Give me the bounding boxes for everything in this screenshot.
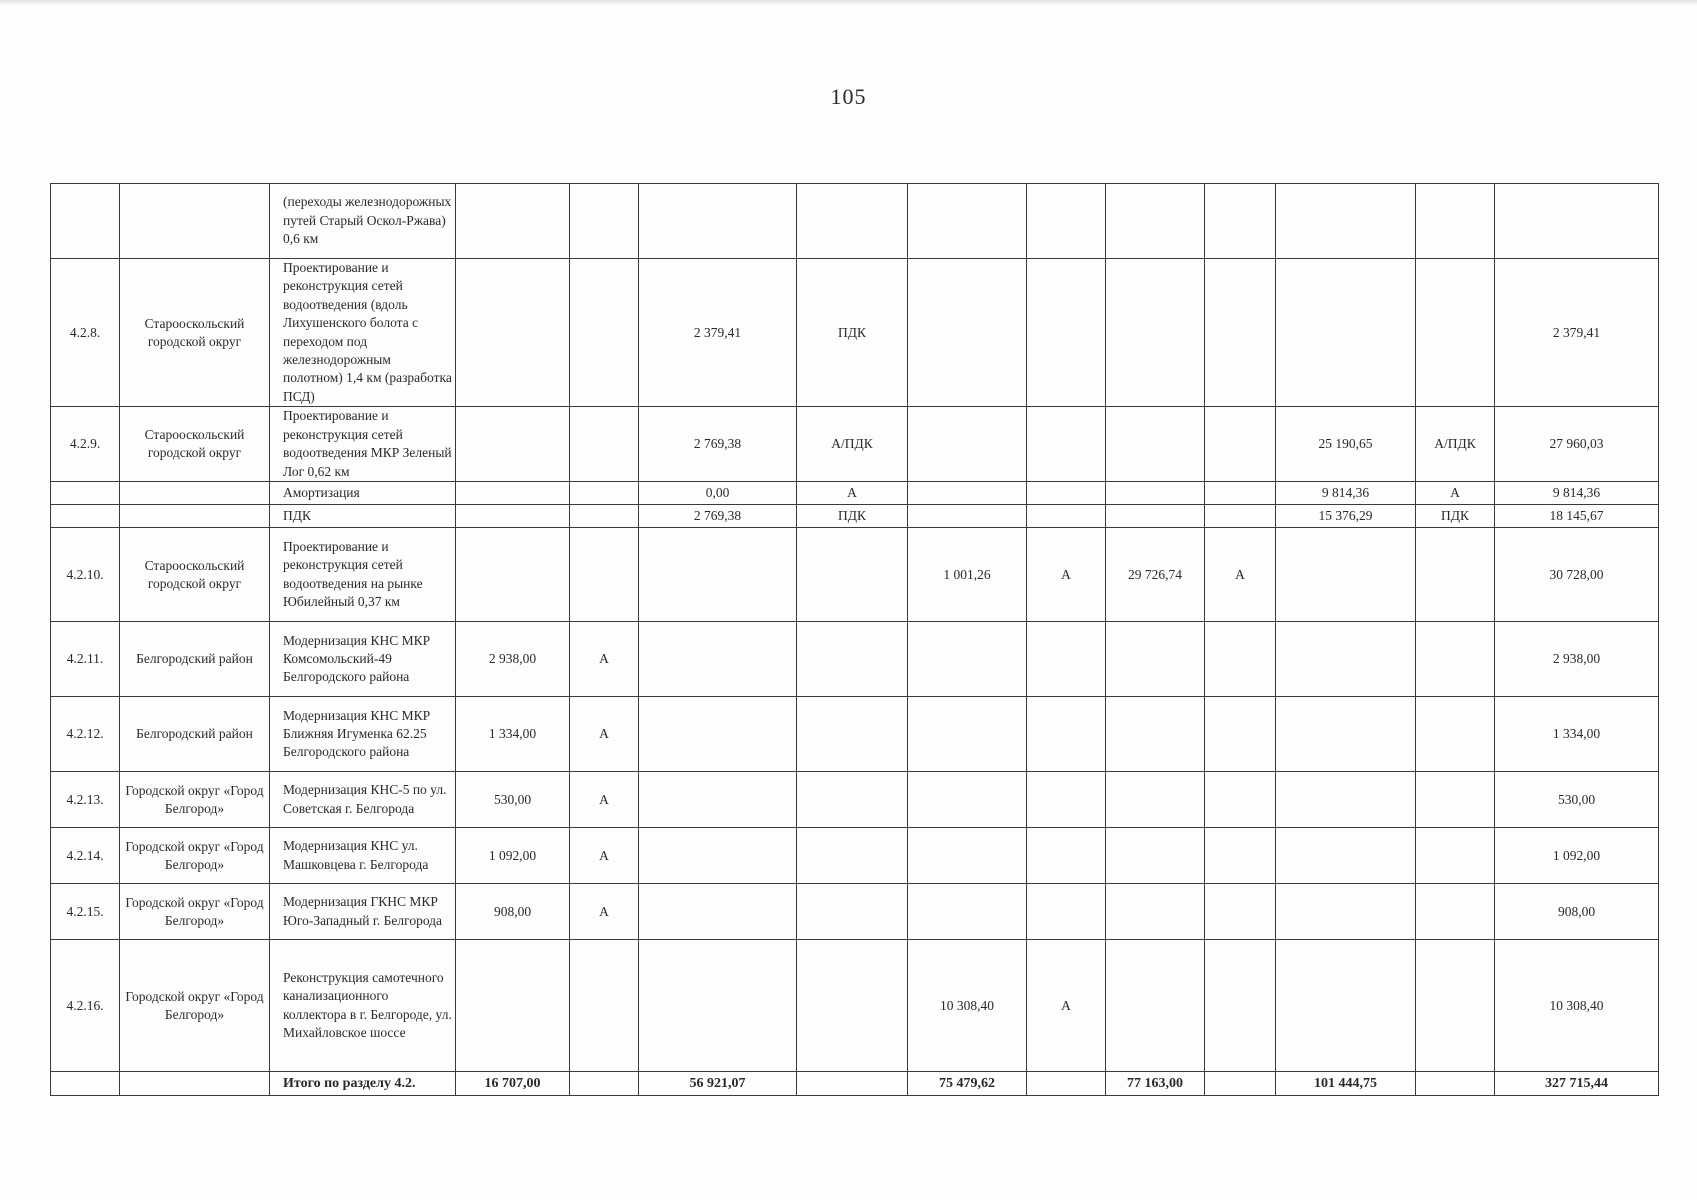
cell-value bbox=[908, 184, 1027, 259]
cell-total: 18 145,67 bbox=[1495, 505, 1659, 528]
cell-value: 0,00 bbox=[639, 482, 797, 505]
cell-value: 9 814,36 bbox=[1276, 482, 1416, 505]
cell-total: 2 938,00 bbox=[1495, 622, 1659, 697]
cell-total: 327 715,44 bbox=[1495, 1072, 1659, 1096]
cell-value bbox=[1276, 622, 1416, 697]
cell-source bbox=[570, 184, 639, 259]
cell-value bbox=[908, 828, 1027, 884]
cell-source bbox=[1205, 407, 1276, 482]
cell-source bbox=[797, 772, 908, 828]
cell-value bbox=[639, 622, 797, 697]
cell-value bbox=[639, 697, 797, 772]
cell-name: Модернизация КНС-5 по ул. Советская г. Белгорода bbox=[270, 772, 456, 828]
cell-value bbox=[456, 184, 570, 259]
cell-value bbox=[1106, 884, 1205, 940]
cell-total: 10 308,40 bbox=[1495, 940, 1659, 1072]
cell-municipality bbox=[120, 1072, 270, 1096]
cell-num: 4.2.10. bbox=[51, 528, 120, 622]
table-row bbox=[51, 184, 1659, 259]
cell-municipality: Белгородский район bbox=[120, 697, 270, 772]
cell-value bbox=[908, 697, 1027, 772]
cell-source bbox=[1027, 884, 1106, 940]
cell-source bbox=[1205, 884, 1276, 940]
cell-source bbox=[1027, 1072, 1106, 1096]
cell-num bbox=[51, 482, 120, 505]
cell-value bbox=[639, 828, 797, 884]
cell-source: А bbox=[1027, 528, 1106, 622]
cell-value bbox=[1276, 884, 1416, 940]
table-row bbox=[51, 528, 1659, 622]
cell-source bbox=[1027, 407, 1106, 482]
cell-source bbox=[1027, 505, 1106, 528]
page-number: 105 bbox=[830, 84, 867, 109]
cell-value bbox=[1106, 772, 1205, 828]
cell-municipality bbox=[120, 505, 270, 528]
cell-value bbox=[1276, 697, 1416, 772]
cell-value bbox=[456, 528, 570, 622]
cell-source bbox=[1027, 259, 1106, 407]
cell-value bbox=[456, 407, 570, 482]
cell-value bbox=[639, 184, 797, 259]
cell-source bbox=[570, 1072, 639, 1096]
cell-source: ПДК bbox=[797, 505, 908, 528]
cell-value: 29 726,74 bbox=[1106, 528, 1205, 622]
cell-municipality: Городской округ «Город Белгород» bbox=[120, 828, 270, 884]
cell-source bbox=[1027, 482, 1106, 505]
table-row bbox=[51, 940, 1659, 1072]
cell-num bbox=[51, 505, 120, 528]
cell-num: 4.2.15. bbox=[51, 884, 120, 940]
cell-total: 908,00 bbox=[1495, 884, 1659, 940]
cell-value bbox=[639, 884, 797, 940]
cell-value: 16 707,00 bbox=[456, 1072, 570, 1096]
cell-value: 908,00 bbox=[456, 884, 570, 940]
cell-source bbox=[1416, 622, 1495, 697]
cell-source: А bbox=[570, 697, 639, 772]
cell-source bbox=[1416, 184, 1495, 259]
cell-source: А bbox=[1416, 482, 1495, 505]
cell-value: 1 092,00 bbox=[456, 828, 570, 884]
cell-num: 4.2.9. bbox=[51, 407, 120, 482]
cell-value bbox=[1106, 184, 1205, 259]
cell-value bbox=[1106, 697, 1205, 772]
cell-source bbox=[1416, 828, 1495, 884]
cell-source bbox=[1205, 1072, 1276, 1096]
cell-source bbox=[1205, 259, 1276, 407]
cell-total: 530,00 bbox=[1495, 772, 1659, 828]
cell-source: А bbox=[1205, 528, 1276, 622]
cell-value bbox=[1106, 622, 1205, 697]
cell-num: 4.2.16. bbox=[51, 940, 120, 1072]
cell-source bbox=[1416, 697, 1495, 772]
cell-value bbox=[908, 622, 1027, 697]
cell-source: А/ПДК bbox=[1416, 407, 1495, 482]
cell-source bbox=[570, 940, 639, 1072]
cell-name: Проектирование и реконструкция сетей водоотведения МКР Зеленый Лог 0,62 км bbox=[270, 407, 456, 482]
cell-source: А bbox=[570, 828, 639, 884]
cell-source: А bbox=[570, 772, 639, 828]
cell-municipality: Старооскольский городской округ bbox=[120, 528, 270, 622]
cell-source bbox=[1205, 505, 1276, 528]
cell-source bbox=[1205, 482, 1276, 505]
cell-value bbox=[908, 505, 1027, 528]
cell-name: Амортизация bbox=[270, 482, 456, 505]
cell-source bbox=[1205, 184, 1276, 259]
cell-total bbox=[1495, 184, 1659, 259]
cell-source bbox=[1027, 697, 1106, 772]
cell-source bbox=[1205, 940, 1276, 1072]
cell-source: А bbox=[570, 884, 639, 940]
cell-municipality bbox=[120, 482, 270, 505]
cell-source bbox=[1027, 622, 1106, 697]
cell-source bbox=[1416, 528, 1495, 622]
cell-value bbox=[456, 940, 570, 1072]
cell-value bbox=[1276, 528, 1416, 622]
cell-num bbox=[51, 184, 120, 259]
cell-source: ПДК bbox=[797, 259, 908, 407]
cell-source bbox=[1416, 772, 1495, 828]
cell-municipality: Старооскольский городской округ bbox=[120, 259, 270, 407]
cell-source bbox=[1416, 1072, 1495, 1096]
cell-source bbox=[797, 697, 908, 772]
cell-name: Проектирование и реконструкция сетей водоотведения на рынке Юбилейный 0,37 км bbox=[270, 528, 456, 622]
table-row bbox=[51, 697, 1659, 772]
cell-value bbox=[456, 259, 570, 407]
cell-value bbox=[1276, 940, 1416, 1072]
cell-source bbox=[797, 1072, 908, 1096]
cell-value: 25 190,65 bbox=[1276, 407, 1416, 482]
cell-num: 4.2.13. bbox=[51, 772, 120, 828]
cell-name: Проектирование и реконструкция сетей водоотведения (вдоль Лихушенского болота с переходом под железнодорожным полотном) 1,4 км (разработка ПСД) bbox=[270, 259, 456, 407]
cell-municipality: Городской округ «Город Белгород» bbox=[120, 772, 270, 828]
cell-value bbox=[639, 528, 797, 622]
cell-value bbox=[908, 259, 1027, 407]
cell-name: Модернизация ГКНС МКР Юго-Западный г. Белгорода bbox=[270, 884, 456, 940]
cell-source bbox=[1205, 772, 1276, 828]
cell-total: 1 092,00 bbox=[1495, 828, 1659, 884]
cell-num: 4.2.12. bbox=[51, 697, 120, 772]
cell-value bbox=[908, 482, 1027, 505]
cell-name: Итого по разделу 4.2. bbox=[270, 1072, 456, 1096]
cell-municipality bbox=[120, 184, 270, 259]
cell-source bbox=[570, 407, 639, 482]
table-row bbox=[51, 407, 1659, 482]
cell-source bbox=[797, 622, 908, 697]
cell-name: ПДК bbox=[270, 505, 456, 528]
cell-value: 2 769,38 bbox=[639, 505, 797, 528]
cell-value bbox=[1106, 828, 1205, 884]
cell-value bbox=[639, 940, 797, 1072]
cell-source bbox=[1027, 828, 1106, 884]
table-row bbox=[51, 482, 1659, 505]
cell-source bbox=[570, 482, 639, 505]
cell-source bbox=[1416, 940, 1495, 1072]
cell-name: Реконструкция самотечного канализационного коллектора в г. Белгороде, ул. Михайловское шоссе bbox=[270, 940, 456, 1072]
table-total-row bbox=[51, 1072, 1659, 1096]
cell-value: 15 376,29 bbox=[1276, 505, 1416, 528]
cell-source bbox=[1205, 828, 1276, 884]
cell-source bbox=[1027, 772, 1106, 828]
cell-total: 2 379,41 bbox=[1495, 259, 1659, 407]
cell-value bbox=[908, 884, 1027, 940]
cell-value: 1 334,00 bbox=[456, 697, 570, 772]
table-row bbox=[51, 259, 1659, 407]
cell-source: ПДК bbox=[1416, 505, 1495, 528]
cell-source bbox=[570, 259, 639, 407]
cell-value bbox=[1276, 828, 1416, 884]
cell-source: А bbox=[570, 622, 639, 697]
cell-source bbox=[1416, 259, 1495, 407]
cell-source bbox=[1205, 622, 1276, 697]
cell-name: (переходы железнодорожных путей Старый Оскол-Ржава) 0,6 км bbox=[270, 184, 456, 259]
cell-municipality: Старооскольский городской округ bbox=[120, 407, 270, 482]
cell-total: 30 728,00 bbox=[1495, 528, 1659, 622]
cell-municipality: Белгородский район bbox=[120, 622, 270, 697]
cell-source bbox=[797, 528, 908, 622]
scan-edge bbox=[0, 0, 1697, 6]
cell-num bbox=[51, 1072, 120, 1096]
cell-value bbox=[1106, 407, 1205, 482]
investment-table bbox=[50, 183, 1659, 1096]
cell-source bbox=[1416, 884, 1495, 940]
cell-value: 530,00 bbox=[456, 772, 570, 828]
cell-municipality: Городской округ «Город Белгород» bbox=[120, 884, 270, 940]
cell-value bbox=[1106, 505, 1205, 528]
cell-value: 2 379,41 bbox=[639, 259, 797, 407]
cell-value bbox=[1276, 184, 1416, 259]
cell-name: Модернизация КНС МКР Ближняя Игуменка 62.25 Белгородского района bbox=[270, 697, 456, 772]
cell-source: А/ПДК bbox=[797, 407, 908, 482]
cell-num: 4.2.8. bbox=[51, 259, 120, 407]
cell-value bbox=[1106, 482, 1205, 505]
cell-value bbox=[1276, 259, 1416, 407]
table-row bbox=[51, 772, 1659, 828]
cell-value bbox=[1106, 259, 1205, 407]
cell-source bbox=[570, 505, 639, 528]
cell-value: 77 163,00 bbox=[1106, 1072, 1205, 1096]
cell-value: 101 444,75 bbox=[1276, 1072, 1416, 1096]
cell-source bbox=[570, 528, 639, 622]
cell-value bbox=[456, 505, 570, 528]
cell-municipality: Городской округ «Город Белгород» bbox=[120, 940, 270, 1072]
cell-value bbox=[1276, 772, 1416, 828]
cell-total: 9 814,36 bbox=[1495, 482, 1659, 505]
cell-value: 2 769,38 bbox=[639, 407, 797, 482]
cell-value bbox=[908, 407, 1027, 482]
table-row bbox=[51, 622, 1659, 697]
cell-source bbox=[1205, 697, 1276, 772]
cell-source: А bbox=[797, 482, 908, 505]
cell-num: 4.2.11. bbox=[51, 622, 120, 697]
cell-value: 56 921,07 bbox=[639, 1072, 797, 1096]
cell-value: 75 479,62 bbox=[908, 1072, 1027, 1096]
cell-name: Модернизация КНС ул. Машковцева г. Белгорода bbox=[270, 828, 456, 884]
cell-total: 1 334,00 bbox=[1495, 697, 1659, 772]
cell-value: 2 938,00 bbox=[456, 622, 570, 697]
cell-value bbox=[639, 772, 797, 828]
cell-value bbox=[1106, 940, 1205, 1072]
cell-source: А bbox=[1027, 940, 1106, 1072]
table-row bbox=[51, 884, 1659, 940]
table-row bbox=[51, 505, 1659, 528]
table-row bbox=[51, 828, 1659, 884]
cell-total: 27 960,03 bbox=[1495, 407, 1659, 482]
cell-source bbox=[797, 184, 908, 259]
cell-source bbox=[797, 884, 908, 940]
cell-value: 1 001,26 bbox=[908, 528, 1027, 622]
cell-name: Модернизация КНС МКР Комсомольский-49 Белгородского района bbox=[270, 622, 456, 697]
cell-value: 10 308,40 bbox=[908, 940, 1027, 1072]
cell-value bbox=[456, 482, 570, 505]
cell-num: 4.2.14. bbox=[51, 828, 120, 884]
cell-source bbox=[1027, 184, 1106, 259]
cell-value bbox=[908, 772, 1027, 828]
cell-source bbox=[797, 940, 908, 1072]
cell-source bbox=[797, 828, 908, 884]
